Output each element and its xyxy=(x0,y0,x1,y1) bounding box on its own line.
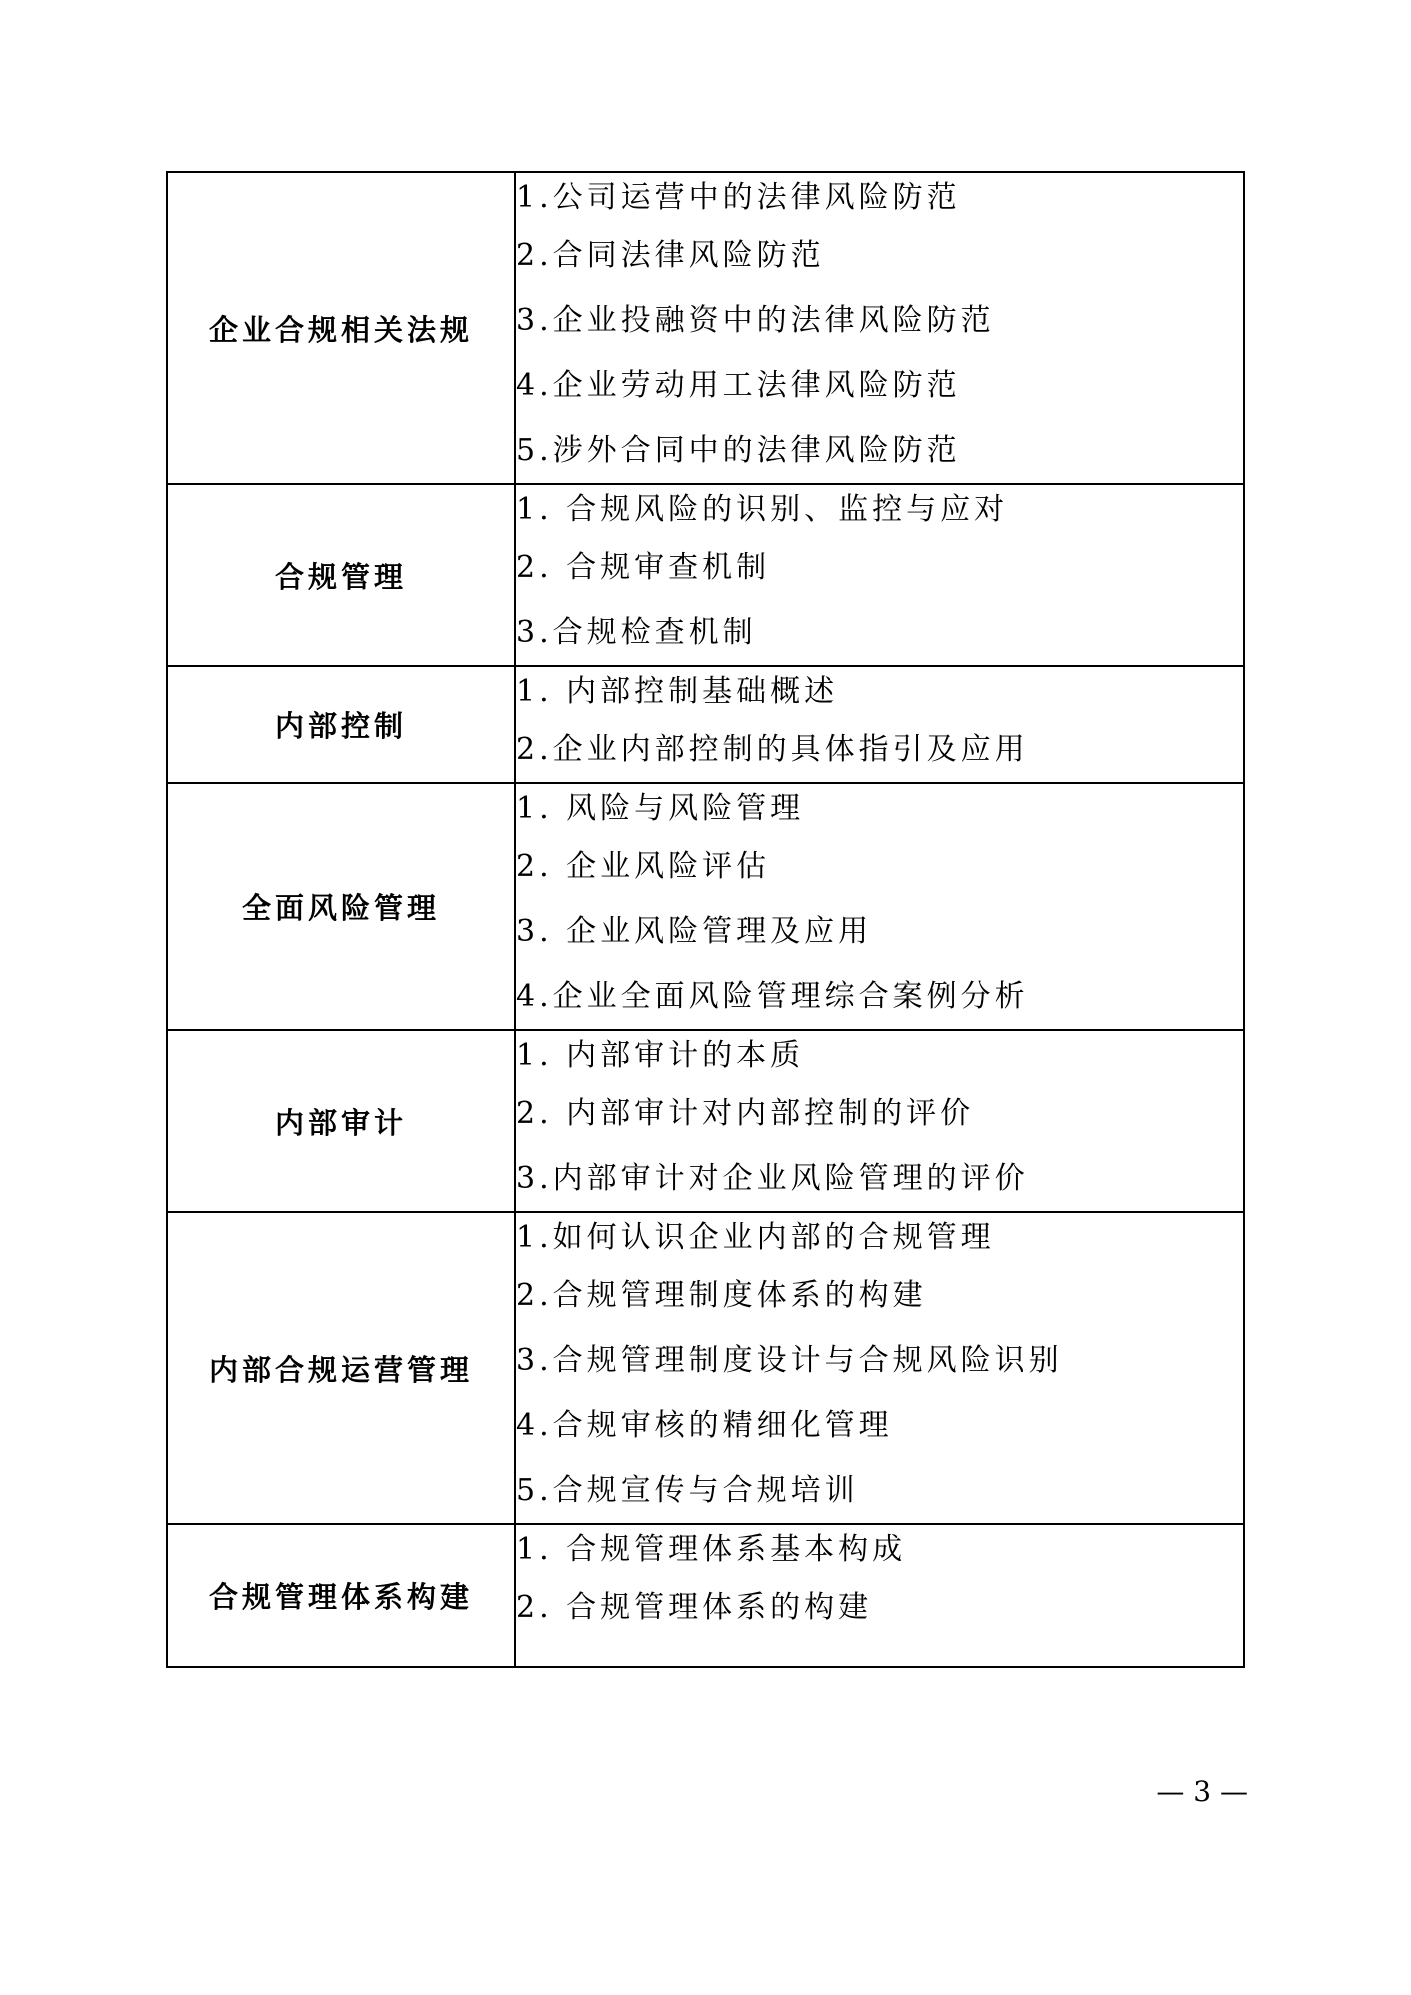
module-label: 内部合规运营管理 xyxy=(208,1352,473,1387)
module-label: 合规管理 xyxy=(274,559,407,594)
page-number: — 3 — xyxy=(1156,1775,1248,1808)
table-row xyxy=(167,172,1244,484)
table-row xyxy=(167,1030,1244,1212)
module-label: 合规管理体系构建 xyxy=(208,1580,473,1614)
module-cell xyxy=(167,1212,515,1524)
topic-item: 1. 内部审计的本质 xyxy=(516,1038,805,1073)
module-cell xyxy=(167,1030,515,1212)
module-cell xyxy=(167,172,515,484)
topic-item: 4.企业全面风险管理综合案例分析 xyxy=(516,979,1029,1014)
module-cell xyxy=(167,1524,515,1667)
topic-item: 3.合规检查机制 xyxy=(516,615,757,650)
topic-item: 1. 合规风险的识别、监控与应对 xyxy=(516,492,1009,527)
topic-item: 2. 企业风险评估 xyxy=(516,849,771,884)
topics-cell xyxy=(515,1212,1244,1524)
module-label: 内部审计 xyxy=(274,1105,407,1140)
topic-item: 1. 风险与风险管理 xyxy=(516,791,805,826)
topics-cell xyxy=(515,666,1244,783)
topic-item: 5.合规宣传与合规培训 xyxy=(516,1473,859,1508)
module-label: 企业合规相关法规 xyxy=(208,312,473,347)
topic-item: 2. 内部审计对内部控制的评价 xyxy=(516,1096,975,1131)
topic-item: 3.企业投融资中的法律风险防范 xyxy=(516,303,995,338)
course-content-table xyxy=(166,171,1245,1668)
module-cell xyxy=(167,783,515,1030)
topic-item: 3.合规管理制度设计与合规风险识别 xyxy=(516,1343,1063,1378)
topics-cell xyxy=(515,172,1244,484)
table-row xyxy=(167,666,1244,783)
topic-item: 2. 合规审查机制 xyxy=(516,550,771,585)
table-row xyxy=(167,1524,1244,1667)
module-label: 内部控制 xyxy=(274,709,407,743)
topic-item: 3.内部审计对企业风险管理的评价 xyxy=(516,1161,1029,1196)
topics-cell xyxy=(515,484,1244,666)
topic-item: 2.合同法律风险防范 xyxy=(516,238,825,273)
topic-item: 4.企业劳动用工法律风险防范 xyxy=(516,368,961,403)
topics-cell xyxy=(515,1030,1244,1212)
topic-item: 5.涉外合同中的法律风险防范 xyxy=(516,433,961,468)
topic-item: 2.企业内部控制的具体指引及应用 xyxy=(516,732,1029,767)
topics-cell xyxy=(515,783,1244,1030)
topic-item: 1. 合规管理体系基本构成 xyxy=(516,1532,907,1567)
topic-item: 1.如何认识企业内部的合规管理 xyxy=(516,1220,995,1255)
module-cell xyxy=(167,666,515,783)
topic-item: 1.公司运营中的法律风险防范 xyxy=(516,180,961,215)
module-label: 全面风险管理 xyxy=(241,891,440,925)
cell-spacer xyxy=(516,1640,1243,1666)
topic-item: 4.合规审核的精细化管理 xyxy=(516,1408,893,1443)
topic-item: 2. 合规管理体系的构建 xyxy=(516,1590,873,1625)
topic-item: 3. 企业风险管理及应用 xyxy=(516,914,873,949)
table-row xyxy=(167,1212,1244,1524)
topic-item: 2.合规管理制度体系的构建 xyxy=(516,1278,927,1313)
table-row xyxy=(167,484,1244,666)
topics-cell xyxy=(515,1524,1244,1667)
table-row xyxy=(167,783,1244,1030)
module-cell xyxy=(167,484,515,666)
topic-item: 1. 内部控制基础概述 xyxy=(516,674,839,709)
